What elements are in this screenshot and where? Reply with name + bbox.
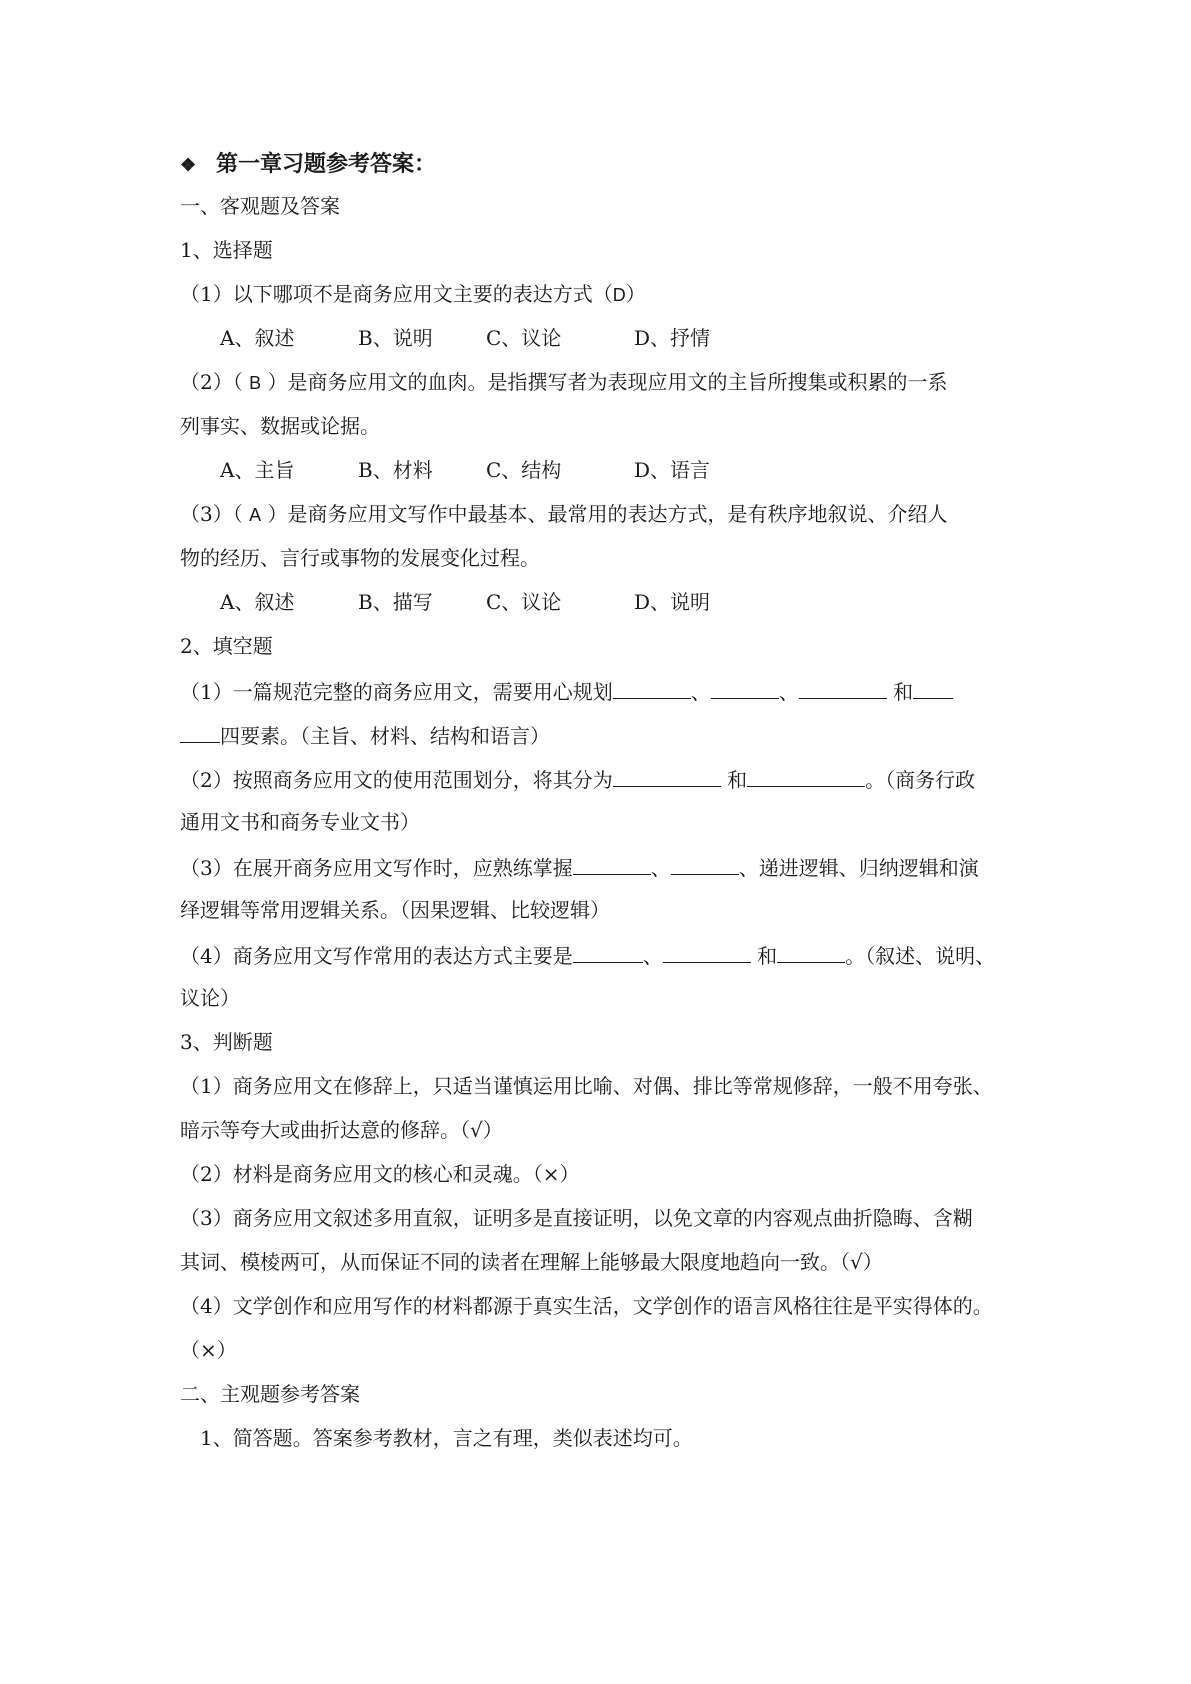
answer-blank	[573, 852, 651, 875]
mc-q2-option-d: D、语言	[634, 458, 711, 482]
answer-blank	[777, 940, 845, 963]
tf-question-4-cont: （×）	[180, 1338, 237, 1362]
fill-question-1-cont: 四要素。（主旨、材料、结构和语言）	[180, 720, 550, 750]
tf-question-1-cont: 暗示等夸大或曲折达意的修辞。（√）	[180, 1118, 503, 1142]
mc-q2-option-a: A、主旨	[220, 458, 295, 482]
tf-question-3-cont: 其词、模棱两可，从而保证不同的读者在理解上能够最大限度地趋向一致。（√）	[180, 1250, 883, 1274]
mc-q1-option-c: C、议论	[486, 326, 562, 350]
fill-question-3-cont: 绎逻辑等常用逻辑关系。（因果逻辑、比较逻辑）	[180, 898, 610, 922]
mc-q1-option-a: A、叙述	[220, 326, 295, 350]
mc-question-1: （1）以下哪项不是商务应用文主要的表达方式（D）	[180, 282, 646, 306]
mc-q1-option-b: B、说明	[358, 326, 433, 350]
answer-blank	[573, 940, 643, 963]
true-false-heading: 3、判断题	[180, 1030, 273, 1054]
fill-question-4-cont: 议论）	[180, 986, 240, 1010]
mc-q2-option-b: B、材料	[358, 458, 433, 482]
mc-question-2: （2）（ B ）是商务应用文的血肉。是指撰写者为表现应用文的主旨所搜集或积累的一系	[180, 370, 948, 394]
answer-blank	[613, 676, 691, 699]
answer-blank	[671, 852, 739, 875]
tf-question-2: （2）材料是商务应用文的核心和灵魂。（×）	[180, 1162, 580, 1186]
answer-blank	[799, 676, 887, 699]
mc-question-3: （3）（ A ）是商务应用文写作中最基本、最常用的表达方式，是有秩序地叙说、介绍人	[180, 502, 948, 526]
diamond-bullet-icon: ❖	[180, 155, 197, 176]
mc-q1-option-d: D、抒情	[634, 326, 711, 350]
mc-q3-option-c: C、议论	[486, 590, 562, 614]
answer-blank	[711, 676, 779, 699]
mc-question-3-cont: 物的经历、言行或事物的发展变化过程。	[180, 546, 540, 570]
section-subjective-heading: 二、主观题参考答案	[180, 1382, 360, 1406]
fill-blank-heading: 2、填空题	[180, 634, 273, 658]
multiple-choice-heading: 1、选择题	[180, 238, 273, 262]
answer-blank	[613, 764, 721, 787]
tf-question-1: （1）商务应用文在修辞上，只适当谨慎运用比喻、对偶、排比等常规修辞，一般不用夸张、	[180, 1074, 993, 1098]
fill-question-4: （4）商务应用文写作常用的表达方式主要是 、 和 。（叙述、说明、	[180, 940, 995, 970]
mc-question-2-cont: 列事实、数据或论据。	[180, 414, 380, 438]
fill-question-2-cont: 通用文书和商务专业文书）	[180, 810, 420, 834]
tf-question-3: （3）商务应用文叙述多用直叙，证明多是直接证明，以免文章的内容观点曲折隐晦、含糊	[180, 1206, 973, 1230]
answer-blank	[913, 676, 953, 699]
short-answer-note: 1、简答题。答案参考教材，言之有理，类似表述均可。	[200, 1426, 693, 1450]
answer-blank	[663, 940, 751, 963]
fill-question-3: （3）在展开商务应用文写作时，应熟练掌握 、 、递进逻辑、归纳逻辑和演	[180, 852, 979, 882]
answer-blank	[180, 720, 220, 743]
mc-q3-option-b: B、描写	[358, 590, 433, 614]
section-objective-heading: 一、客观题及答案	[180, 194, 340, 218]
tf-question-4: （4）文学创作和应用写作的材料都源于真实生活，文学创作的语言风格往往是平实得体的。	[180, 1294, 993, 1318]
fill-question-2: （2）按照商务应用文的使用范围划分，将其分为 和 。（商务行政	[180, 764, 975, 794]
mc-q3-option-d: D、说明	[634, 590, 711, 614]
fill-question-1: （1）一篇规范完整的商务应用文，需要用心规划 、 、 和	[180, 676, 953, 706]
chapter-title: ❖ 第一章习题参考答案：	[180, 150, 436, 180]
mc-q3-option-a: A、叙述	[220, 590, 295, 614]
answer-blank	[747, 764, 865, 787]
mc-q2-option-c: C、结构	[486, 458, 562, 482]
